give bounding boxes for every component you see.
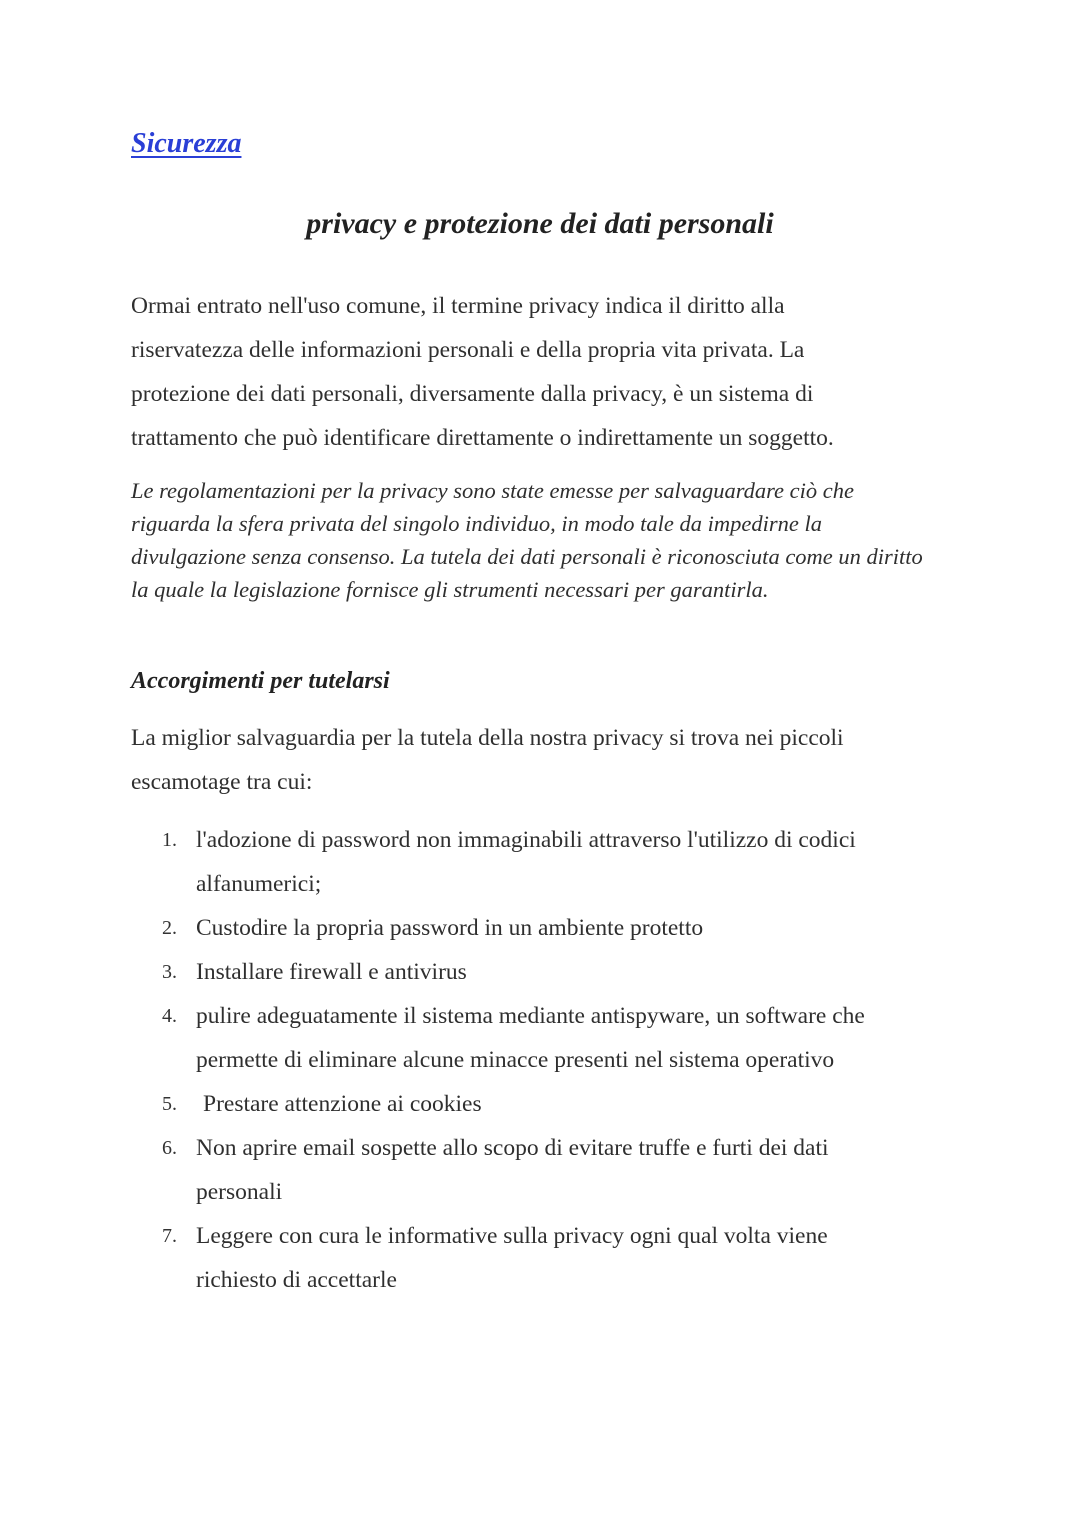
quote-line: la quale la legislazione fornisce gli strumenti necessari per garantirla.: [131, 577, 769, 602]
section-intro-line: La miglior salvaguardia per la tutela della nostra privacy si trova nei piccoli: [131, 725, 844, 751]
intro-line: protezione dei dati personali, diversamente dalla privacy, è un sistema di: [131, 381, 814, 407]
intro-paragraph: [131, 284, 951, 460]
list-item: [162, 994, 962, 1082]
list-item-number: 6.: [162, 1137, 177, 1159]
list-item-text: personali: [196, 1179, 283, 1205]
quote-line: divulgazione senza consenso. La tutela dei dati personali è riconosciuta come un diritto: [131, 544, 923, 569]
intro-line: riservatezza delle informazioni personali e della propria vita privata. La: [131, 337, 805, 363]
list-item: [162, 906, 962, 950]
list-item-number: 1.: [162, 829, 177, 851]
list-item-number: 4.: [162, 1005, 177, 1027]
list-item-text: richiesto di accettarle: [196, 1267, 397, 1293]
section-intro-line: escamotage tra cui:: [131, 769, 313, 795]
list-item: [162, 950, 962, 994]
list-item-number: 2.: [162, 917, 177, 939]
section-link-sicurezza[interactable]: Sicurezza: [131, 128, 242, 159]
section-intro-paragraph: [131, 716, 951, 804]
list-item-text: l'adozione di password non immaginabili attraverso l'utilizzo di codici: [196, 827, 856, 853]
list-item-text: pulire adeguatamente il sistema mediante antispyware, un software che: [196, 1003, 865, 1029]
quote-line: Le regolamentazioni per la privacy sono state emesse per salvaguardare ciò che: [131, 478, 854, 503]
list-item-text: Custodire la propria password in un ambiente protetto: [196, 915, 704, 941]
intro-line: Ormai entrato nell'uso comune, il termine privacy indica il diritto alla: [131, 293, 785, 319]
section-heading: Accorgimenti per tutelarsi: [131, 668, 390, 694]
list-item-number: 7.: [162, 1225, 177, 1247]
list-item-text: Leggere con cura le informative sulla privacy ogni qual volta viene: [196, 1223, 828, 1249]
list-item: [162, 1214, 962, 1302]
list-item: [162, 1082, 962, 1126]
quote-paragraph: [131, 474, 981, 606]
tips-list: [162, 818, 962, 1302]
list-item-text: permette di eliminare alcune minacce presenti nel sistema operativo: [196, 1047, 835, 1073]
list-item-text: alfanumerici;: [196, 871, 322, 897]
intro-line: trattamento che può identificare direttamente o indirettamente un soggetto.: [131, 425, 834, 451]
list-item: [162, 1126, 962, 1214]
list-item-number: 3.: [162, 961, 177, 983]
list-item-number: 5.: [162, 1093, 177, 1115]
list-item-text: Prestare attenzione ai cookies: [203, 1091, 482, 1117]
list-item-text: Installare firewall e antivirus: [196, 959, 467, 985]
list-item: [162, 818, 962, 906]
quote-line: riguarda la sfera privata del singolo individuo, in modo tale da impedirne la: [131, 511, 823, 536]
page-title: privacy e protezione dei dati personali: [306, 207, 774, 240]
list-item-text: Non aprire email sospette allo scopo di evitare truffe e furti dei dati: [196, 1135, 829, 1161]
